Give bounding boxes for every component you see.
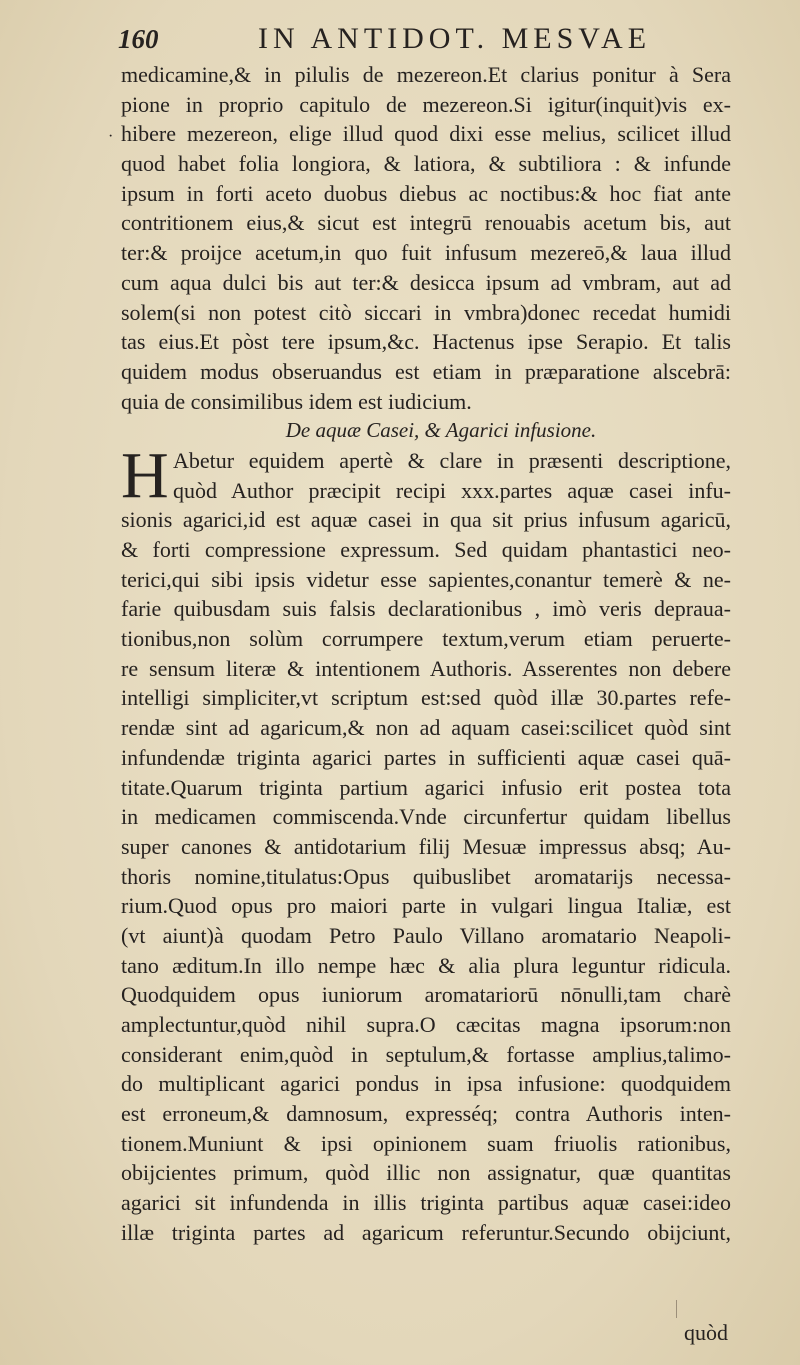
text-line: obijcientes primum, quòd illic non assignatur, quæ quantitas xyxy=(121,1160,731,1186)
text-line: terici,qui sibi ipsis videtur esse sapientes,conantur temerè & ne- xyxy=(121,566,731,592)
text-line: re sensum literæ & intentionem Authoris. Asserentes non debere xyxy=(121,655,731,681)
text-line: considerant enim,quòd in septulum,& fortasse amplius,talimo- xyxy=(121,1041,731,1067)
text-line: est erroneum,& damnosum, expresséq; contra Authoris inten- xyxy=(121,1101,731,1127)
ink-mark xyxy=(676,1300,677,1318)
paragraph-serapio xyxy=(121,60,731,416)
text-line: farie quibusdam suis falsis declarationibus , imò veris deprauа- xyxy=(121,596,731,622)
text-line: tionibus,non solùm corrumpere textum,verum etiam peruerte- xyxy=(121,626,731,652)
text-line: illæ triginta partes ad agaricum referuntur.Secundo obijciunt, xyxy=(121,1219,731,1245)
text-line: (vt aiunt)à quodam Petro Paulo Villano aromatario Neapoli- xyxy=(121,922,731,948)
text-line: titate.Quarum triginta partium agarici infusio erit postea tota xyxy=(121,774,731,800)
text-line: amplectuntur,quòd nihil supra.O cæcitas magna ipsorum:non xyxy=(121,1012,731,1037)
text-line: quidem modus obseruandus est etiam in præparatione alscebrā: xyxy=(121,358,731,384)
text-line: do multiplicant agarici pondus in ipsa infusione: quodquidem xyxy=(121,1071,731,1097)
text-line: Quodquidem opus iuniorum aromatariorū nōnulli,tam charè xyxy=(121,982,731,1008)
text-block xyxy=(121,60,731,1248)
text-line: & forti compressione expressum. Sed quidam phantastici neo- xyxy=(121,537,731,562)
text-line: sionis agarici,id est aquæ casei in qua sit prius infusum agaricū, xyxy=(121,507,731,533)
text-line: hibere mezereon, elige illud quod dixi esse melius, scilicet illud xyxy=(121,121,731,147)
catchword: quòd xyxy=(684,1320,728,1345)
text-line: ter:& proijce acetum,in quo fuit infusum mezereō,& laua illud xyxy=(121,240,731,266)
text-line: cum aqua dulci bis aut ter:& desicca ipsum ad vmbram, aut ad xyxy=(121,269,731,295)
page-header xyxy=(118,22,708,58)
text-line: tano æditum.In illo nempe hæc & alia plura leguntur ridicula. xyxy=(121,952,731,978)
text-line: intelligi simpliciter,vt scriptum est:sed quòd illæ 30.partes refe- xyxy=(121,685,731,711)
text-line: quod habet folia longiora, & latiora, & subtiliora : & infunde xyxy=(121,151,731,177)
text-line: solem(si non potest citò siccari in vmbra)donec recedat humidi xyxy=(121,299,731,325)
text-line: quia de consimilibus idem est iudicium. xyxy=(121,388,472,414)
text-line: rium.Quod opus pro maiori parte in vulgari lingua Italiæ, est xyxy=(121,893,731,919)
text-line: tionem.Muniunt & ipsi opinionem suam friuolis rationibus, xyxy=(121,1130,731,1156)
text-line: contritionem eius,& sicut est integrū renouabis acetum bis, aut xyxy=(121,210,731,236)
text-line: pione in proprio capitulo de mezereon.Si igitur(inquit)vis ex- xyxy=(121,91,731,117)
text-line: quòd Author præcipit recipi xxx.partes aquæ casei infu- xyxy=(173,477,731,503)
text-line: thoris nomine,titulatus:Opus quibuslibet aromatarijs necessa- xyxy=(121,863,731,889)
text-line: infundendæ triginta agarici partes in sufficienti aquæ casei quā- xyxy=(121,744,731,770)
page-number: 160 xyxy=(118,24,159,54)
text-line: tas eius.Et pòst tere ipsum,&c. Hactenus ipse Serapio. Et talis xyxy=(121,329,731,355)
margin-mark: · xyxy=(108,128,114,145)
running-head: IN ANTIDOT. MESVAE xyxy=(258,22,652,55)
text-line: super canones & antidotarium filij Mesuæ impressus absq; Au- xyxy=(121,833,731,859)
paragraph-casei xyxy=(121,438,731,1248)
text-line: ipsum in forti aceto duobus diebus ac noctibus:& hoc fiat ante xyxy=(121,180,731,206)
section-heading: De aquæ Casei, & Agarici infusione. xyxy=(285,418,597,443)
text-line: Abetur equidem apertè & clare in præsenti descriptione, xyxy=(173,447,731,473)
text-line: rendæ sint ad agaricum,& non ad aquam casei:scilicet quòd sint xyxy=(121,715,731,741)
text-line: in medicamen commiscenda.Vnde circunfertur quidam libellus xyxy=(121,804,731,830)
text-line: medicamine,& in pilulis de mezereon.Et clarius ponitur à Sera xyxy=(121,62,731,87)
drop-cap: H xyxy=(121,438,169,512)
text-line: agarici sit infundenda in illis triginta partibus aquæ casei:ideo xyxy=(121,1190,731,1216)
